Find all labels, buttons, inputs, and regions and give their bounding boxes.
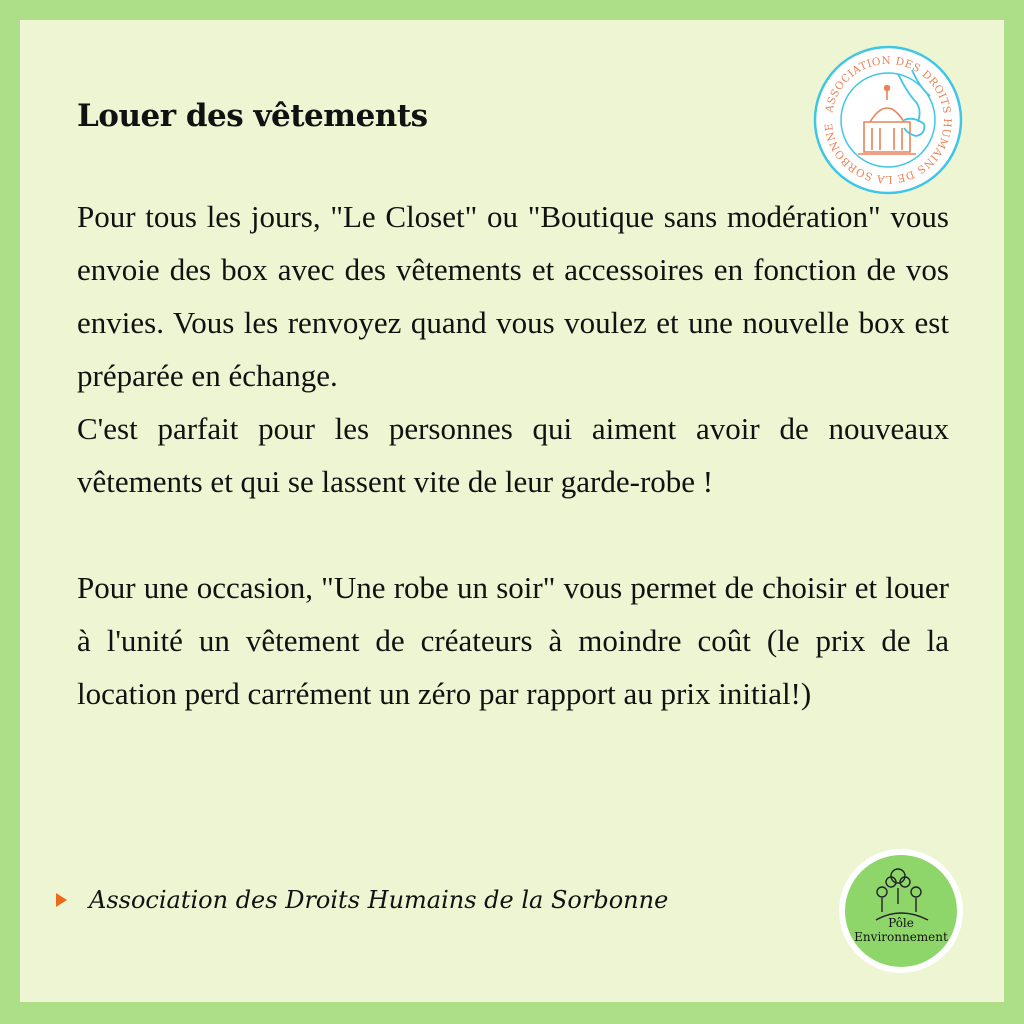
seal-outer-ring <box>815 47 961 193</box>
paragraph-occasion-rental: Pour une occasion, "Une robe un soir" vous permet de choisir et louer à l'unité un vêtement de créateurs à moindre coût (le prix de la location perd carrément un zéro par rapport au prix initial!) <box>77 570 949 711</box>
play-arrow-icon <box>56 893 67 907</box>
badge-label-line2: Environnement <box>854 930 948 944</box>
page-title: Louer des vêtements <box>77 98 428 134</box>
body-text <box>77 190 949 720</box>
seal-ring-lettering: ASSOCIATION DES DROITS HUMAINS DE LA SORBONNE <box>822 54 954 186</box>
badge-label <box>836 916 966 944</box>
pole-environnement-badge <box>836 846 966 976</box>
footer-credit <box>56 886 668 914</box>
paragraph-daily-rental: Pour tous les jours, "Le Closet" ou "Boutique sans modération" vous envoie des box avec des vêtements et accessoires en fonction de vos envies. Vous les renvoyez quand vous voulez et une nouvelle box est préparée en échange. <box>77 199 949 393</box>
footer-association-name: Association des Droits Humains de la Sorbonne <box>89 886 669 914</box>
badge-fill <box>845 855 957 967</box>
association-seal-logo <box>812 44 964 196</box>
badge-label-line1: Pôle <box>888 916 914 930</box>
paragraph-wardrobe: C'est parfait pour les personnes qui aiment avoir de nouveaux vêtements et qui se lassent vite de leur garde-robe ! <box>77 411 949 499</box>
paragraph-spacer <box>77 508 949 561</box>
